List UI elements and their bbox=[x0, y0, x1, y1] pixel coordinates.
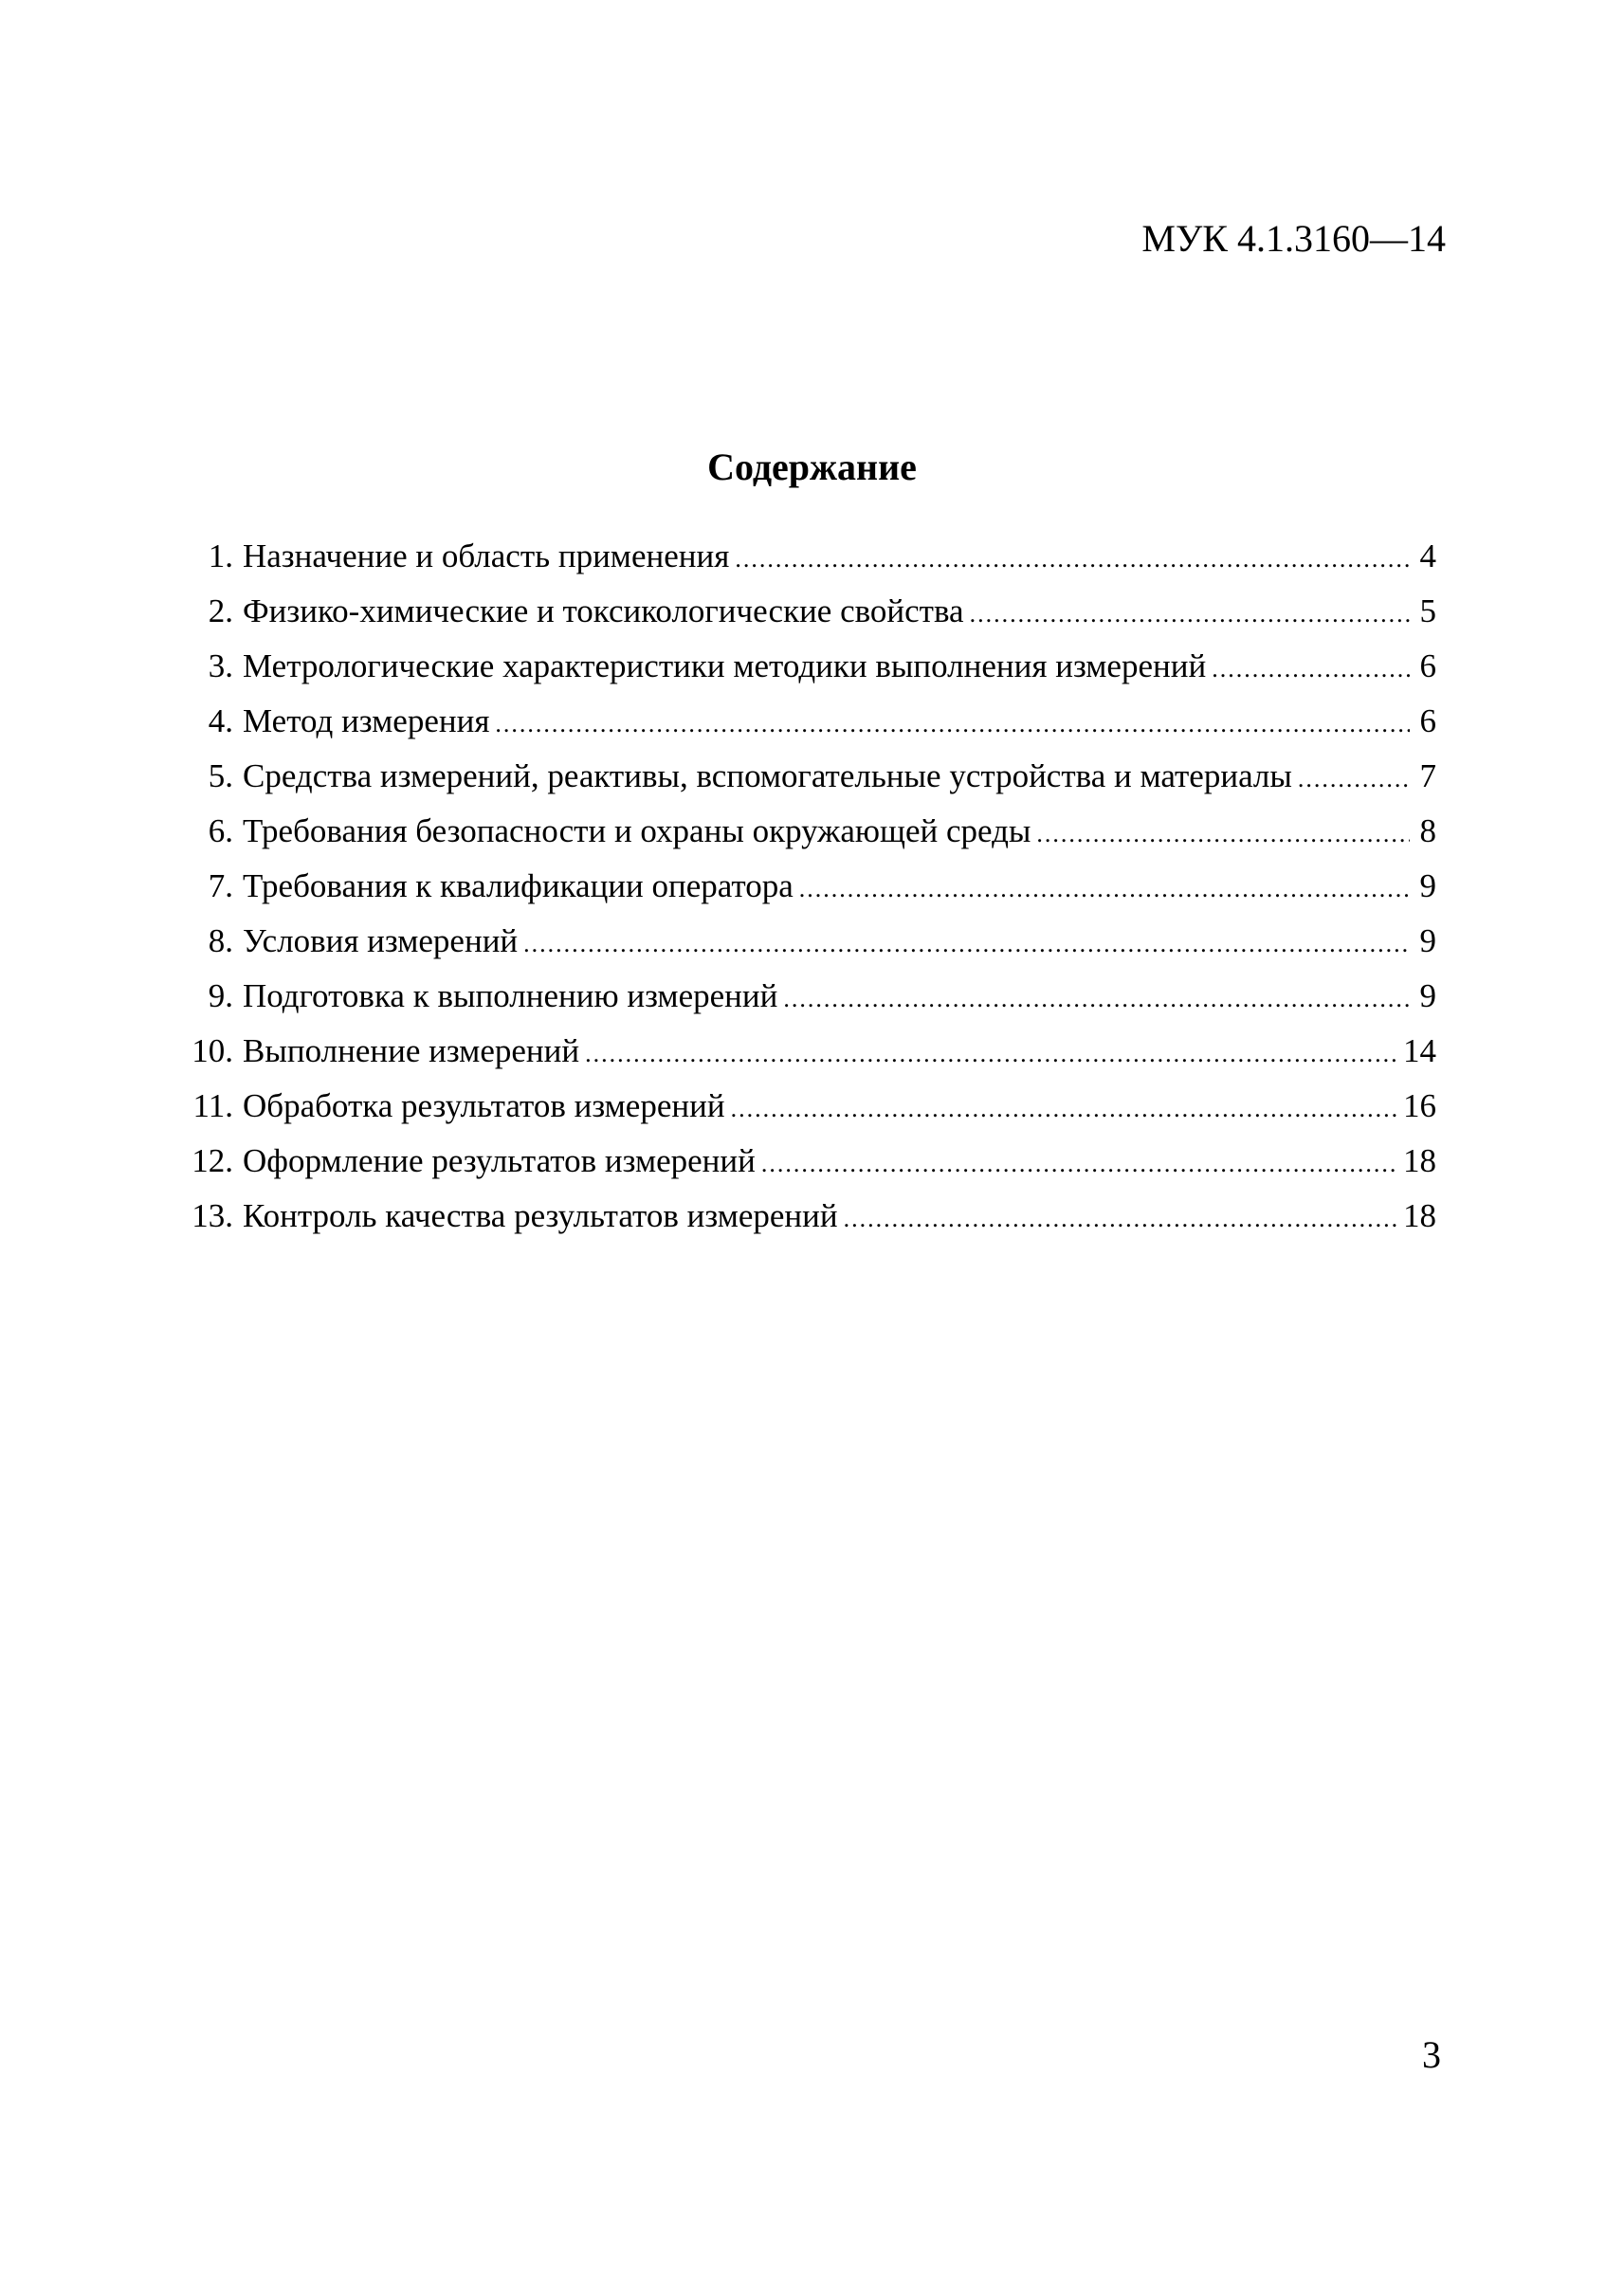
page-number: 3 bbox=[1422, 2033, 1441, 2076]
toc-item-label: Подготовка к выполнению измерений bbox=[243, 977, 778, 1014]
toc-item bbox=[180, 859, 1436, 914]
toc-item-number: 12. bbox=[192, 1142, 233, 1179]
toc-item-page: 14 bbox=[1403, 1032, 1436, 1069]
toc-item-page: 9 bbox=[1419, 977, 1436, 1014]
toc-item-label: Физико-химические и токсикологические свойства bbox=[243, 592, 964, 629]
toc-item bbox=[180, 1134, 1436, 1189]
dot-leader bbox=[495, 697, 1410, 752]
toc-item-page: 9 bbox=[1419, 867, 1436, 904]
toc-item-label: Назначение и область применения bbox=[243, 537, 730, 574]
dot-leader bbox=[735, 532, 1410, 587]
toc-item-number: 4. bbox=[208, 702, 233, 739]
dot-leader bbox=[1036, 807, 1410, 862]
toc-item-number: 11. bbox=[192, 1087, 233, 1124]
toc-item bbox=[180, 749, 1436, 804]
toc-item-number: 13. bbox=[192, 1197, 233, 1234]
toc-item-label: Требования к квалификации оператора bbox=[243, 867, 794, 904]
dot-leader bbox=[523, 917, 1410, 972]
toc-item bbox=[180, 1024, 1436, 1079]
dot-leader bbox=[844, 1192, 1397, 1247]
toc-item-page: 18 bbox=[1403, 1197, 1436, 1234]
toc-item bbox=[180, 969, 1436, 1024]
toc-item bbox=[180, 584, 1436, 639]
toc-item-number: 6. bbox=[208, 812, 233, 849]
toc-item-number: 1. bbox=[208, 537, 233, 574]
toc-item-number: 3. bbox=[208, 647, 233, 684]
toc-item-page: 9 bbox=[1419, 922, 1436, 959]
toc-item-page: 5 bbox=[1419, 592, 1436, 629]
dot-leader bbox=[731, 1082, 1397, 1137]
toc-item-label: Условия измерений bbox=[243, 922, 519, 959]
dot-leader bbox=[970, 587, 1410, 642]
toc-item-page: 6 bbox=[1419, 702, 1436, 739]
toc-item-page: 6 bbox=[1419, 647, 1436, 684]
dot-leader bbox=[1212, 642, 1410, 697]
toc-item-label: Оформление результатов измерений bbox=[243, 1142, 756, 1179]
dot-leader bbox=[783, 972, 1410, 1027]
toc-item-number: 10. bbox=[192, 1032, 233, 1069]
toc-item bbox=[180, 1079, 1436, 1134]
toc-item-page: 8 bbox=[1419, 812, 1436, 849]
toc-item-number: 5. bbox=[208, 757, 233, 794]
toc-item-page: 16 bbox=[1403, 1087, 1436, 1124]
toc-item bbox=[180, 529, 1436, 584]
dot-leader bbox=[1298, 752, 1410, 807]
toc-item-page: 4 bbox=[1419, 537, 1436, 574]
toc-item-label: Обработка результатов измерений bbox=[243, 1087, 725, 1124]
toc-item-number: 7. bbox=[208, 867, 233, 904]
toc-title: Содержание bbox=[707, 446, 917, 488]
toc-item-number: 2. bbox=[208, 592, 233, 629]
document-code: МУК 4.1.3160—14 bbox=[1141, 217, 1446, 260]
toc-item-page: 18 bbox=[1403, 1142, 1436, 1179]
toc-item-label: Требования безопасности и охраны окружающей среды bbox=[243, 812, 1031, 849]
toc-item bbox=[180, 914, 1436, 969]
toc-item-number: 8. bbox=[208, 922, 233, 959]
toc-item-label: Метод измерения bbox=[243, 702, 490, 739]
toc-item bbox=[180, 804, 1436, 859]
dot-leader bbox=[761, 1137, 1397, 1192]
table-of-contents bbox=[180, 529, 1436, 1244]
toc-item-label: Контроль качества результатов измерений bbox=[243, 1197, 838, 1234]
toc-item bbox=[180, 694, 1436, 749]
toc-item bbox=[180, 639, 1436, 694]
toc-item-label: Средства измерений, реактивы, вспомогательные устройства и материалы bbox=[243, 757, 1292, 794]
toc-item bbox=[180, 1189, 1436, 1244]
toc-item-label: Метрологические характеристики методики выполнения измерений bbox=[243, 647, 1207, 684]
dot-leader bbox=[585, 1027, 1397, 1082]
toc-item-label: Выполнение измерений bbox=[243, 1032, 580, 1069]
dot-leader bbox=[799, 862, 1410, 917]
toc-item-page: 7 bbox=[1419, 757, 1436, 794]
toc-item-number: 9. bbox=[208, 977, 233, 1014]
